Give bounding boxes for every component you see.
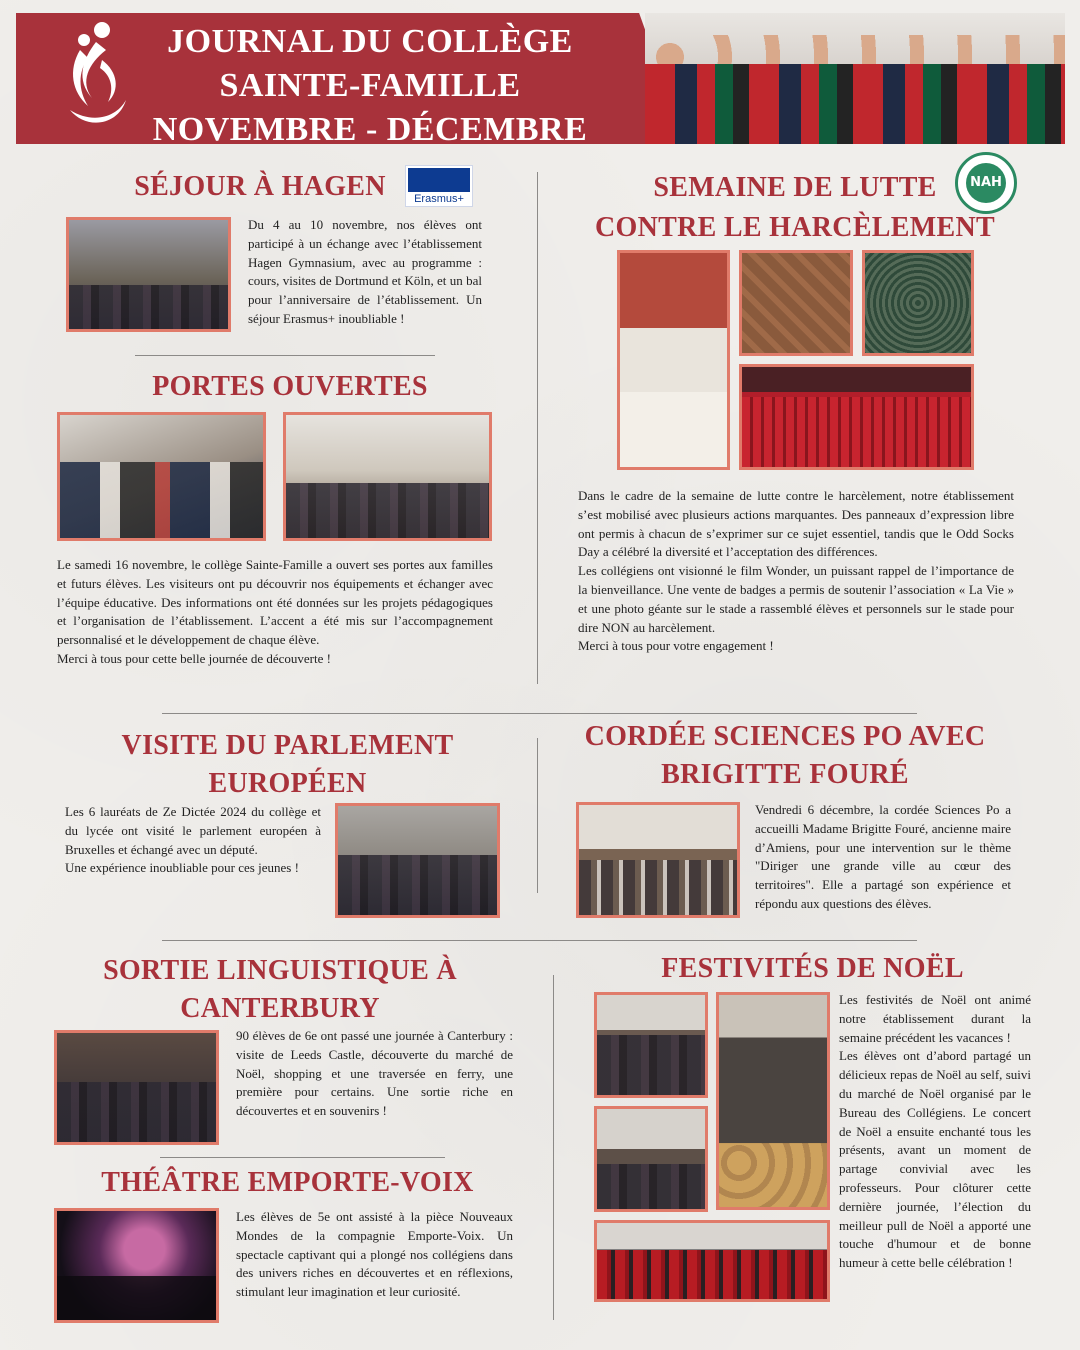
section-title-hagen: SÉJOUR À HAGEN — [134, 171, 386, 202]
photo-parlement — [335, 803, 500, 918]
photo-noel-concert — [594, 992, 708, 1098]
erasmus-logo — [405, 165, 473, 207]
divider-vertical-middle — [537, 738, 538, 893]
title-canterbury-line2: CANTERBURY — [180, 993, 380, 1024]
divider-horizontal-second — [162, 940, 917, 941]
text-canterbury: 90 élèves de 6e ont passé une journée à Canterbury : visite de Leeds Castle, découverte du marché de Noël, shopping et une traversée en ferry, une première pour certains. Une sortie riche en découvertes et en souvenirs ! — [236, 1028, 513, 1119]
text-noel-p1: Les festivités de Noël ont animé notre établissement durant la semaine précédent les vacances ! — [839, 992, 1031, 1045]
text-noel — [839, 991, 1031, 1273]
erasmus-label: Erasmus+ — [414, 193, 464, 205]
text-harcelement-p2: Les collégiens ont visionné le film Wonder, un puissant rappel de l’importance de la bienveillance. Une vente de badges a permis de soutenir l’association « La Vie » et une photo géante sur le stade a rassemblé élèves et personnels sur le stade pour dire NON au harcèlement. — [578, 563, 1014, 635]
photo-odd-socks — [739, 250, 853, 356]
section-title-canterbury — [60, 952, 500, 1028]
divider-vertical-top — [537, 172, 538, 684]
photo-giant-nah — [862, 250, 974, 356]
section-title-harcelement — [585, 168, 1005, 248]
text-portes-p2: Merci à tous pour cette belle journée de découverte ! — [57, 650, 331, 666]
title-harcelement-line2: CONTRE LE HARCÈLEMENT — [595, 212, 995, 243]
header-photo-students — [645, 13, 1065, 144]
title-parlement-line1: VISITE DU PARLEMENT — [121, 730, 454, 761]
text-harcelement-p3: Merci à tous pour votre engagement ! — [578, 638, 774, 654]
text-cordee: Vendredi 6 décembre, la cordée Sciences Po a accueilli Madame Brigitte Fouré, ancienne maire d’Amiens, pour une intervention sur le thème "Diriger une grande ville au cœur des territoires". Elle a partagé son expérience et répondu aux questions des élèves. — [755, 802, 1011, 911]
nah-badge-logo — [955, 152, 1017, 214]
journal-title — [150, 20, 590, 152]
title-harcelement-line1: SEMAINE DE LUTTE — [653, 172, 937, 203]
section-title-portes: PORTES OUVERTES — [152, 371, 428, 402]
photo-cinema-wonder — [739, 364, 974, 470]
text-harcelement — [578, 487, 1014, 656]
text-noel-p2: Les élèves ont d’abord partagé un délicieux repas de Noël au self, suivi du marché de Noël organisé par le Bureau des Collégiens. Le concert de Noël a ensuite enchanté tous les présents, avant un moment de partage convivial avec les professeurs. Pour clôturer cette dernière journée, l’élection du meilleur pull de Noël a apporté une touche d'humour et de bonne humeur à cette belle célébration ! — [839, 1048, 1031, 1271]
divider-canterbury — [160, 1157, 445, 1158]
journal-date: NOVEMBRE - DÉCEMBRE — [152, 111, 588, 148]
photo-portes-2 — [283, 412, 492, 541]
section-title-parlement — [85, 727, 490, 803]
photo-portes-1 — [57, 412, 266, 541]
photo-noel-meal — [594, 1106, 708, 1212]
photo-harcelement-panel — [617, 250, 730, 470]
divider-horizontal-main — [162, 713, 917, 714]
journal-title-line1: JOURNAL DU COLLÈGE — [167, 23, 573, 60]
title-cordee-line2: BRIGITTE FOURÉ — [661, 759, 909, 790]
text-theatre: Les élèves de 5e ont assisté à la pièce Nouveaux Mondes de la compagnie Emporte-Voix. Un spectacle captivant qui a plongé nos collégiens dans des univers riches en découvertes et en réflexions, stimulant leur imagination et leur curiosité. — [236, 1209, 513, 1300]
hand-icon: NAH — [966, 163, 1006, 203]
eu-flag-icon — [408, 168, 470, 192]
text-parlement-p2: Une expérience inoubliable pour ces jeunes ! — [65, 860, 299, 876]
photo-theatre — [54, 1208, 219, 1323]
photo-hagen-group — [66, 217, 231, 332]
school-logo-icon — [62, 20, 132, 130]
text-hagen: Du 4 au 10 novembre, nos élèves ont participé à un échange avec l’établissement Hagen Gymnasium, avec au programme : cours, visites de Dortmund et Köln, et un bal pour l’anniversaire de l’établissement. Un séjour Erasmus+ inoubliable ! — [248, 217, 482, 326]
photo-canterbury — [54, 1030, 219, 1145]
text-portes-p1: Le samedi 16 novembre, le collège Sainte-Famille a ouvert ses portes aux familles et futurs élèves. Les visiteurs ont pu découvrir nos équipements et échanger avec l’équipe éducative. Des informations ont été données sur les projets pédagogiques et l’organisation de l’établissement. L’accent a été mis sur l’accompagnement personnalisé et le développement de chaque élève. — [57, 557, 493, 648]
divider-hagen — [135, 355, 435, 356]
section-title-noel: FESTIVITÉS DE NOËL — [661, 953, 964, 984]
photo-cordee — [576, 802, 740, 918]
text-parlement — [65, 803, 321, 878]
section-title-theatre: THÉÂTRE EMPORTE-VOIX — [101, 1167, 474, 1198]
section-title-cordee — [570, 718, 1000, 794]
photo-noel-market — [716, 992, 830, 1210]
text-harcelement-p1: Dans le cadre de la semaine de lutte contre le harcèlement, notre établissement s’est mobilisé avec plusieurs actions marquantes. Des panneaux d’expression libre ont permis à chacun de s’exprimer sur ce sujet essentiel, tandis que le Odd Socks Day a célébré la diversité et l’acceptation des différences. — [578, 488, 1014, 560]
photo-noel-sweaters — [594, 1220, 830, 1302]
journal-title-line2: SAINTE-FAMILLE — [219, 67, 521, 104]
title-canterbury-line1: SORTIE LINGUISTIQUE À — [103, 955, 457, 986]
title-cordee-line1: CORDÉE SCIENCES PO AVEC — [584, 721, 986, 752]
divider-vertical-bottom — [553, 975, 554, 1320]
title-parlement-line2: EUROPÉEN — [208, 768, 367, 799]
text-portes — [57, 556, 493, 669]
text-parlement-p1: Les 6 lauréats de Ze Dictée 2024 du collège et du lycée ont visité le parlement européen à Bruxelles et échangé avec un député. — [65, 804, 321, 857]
